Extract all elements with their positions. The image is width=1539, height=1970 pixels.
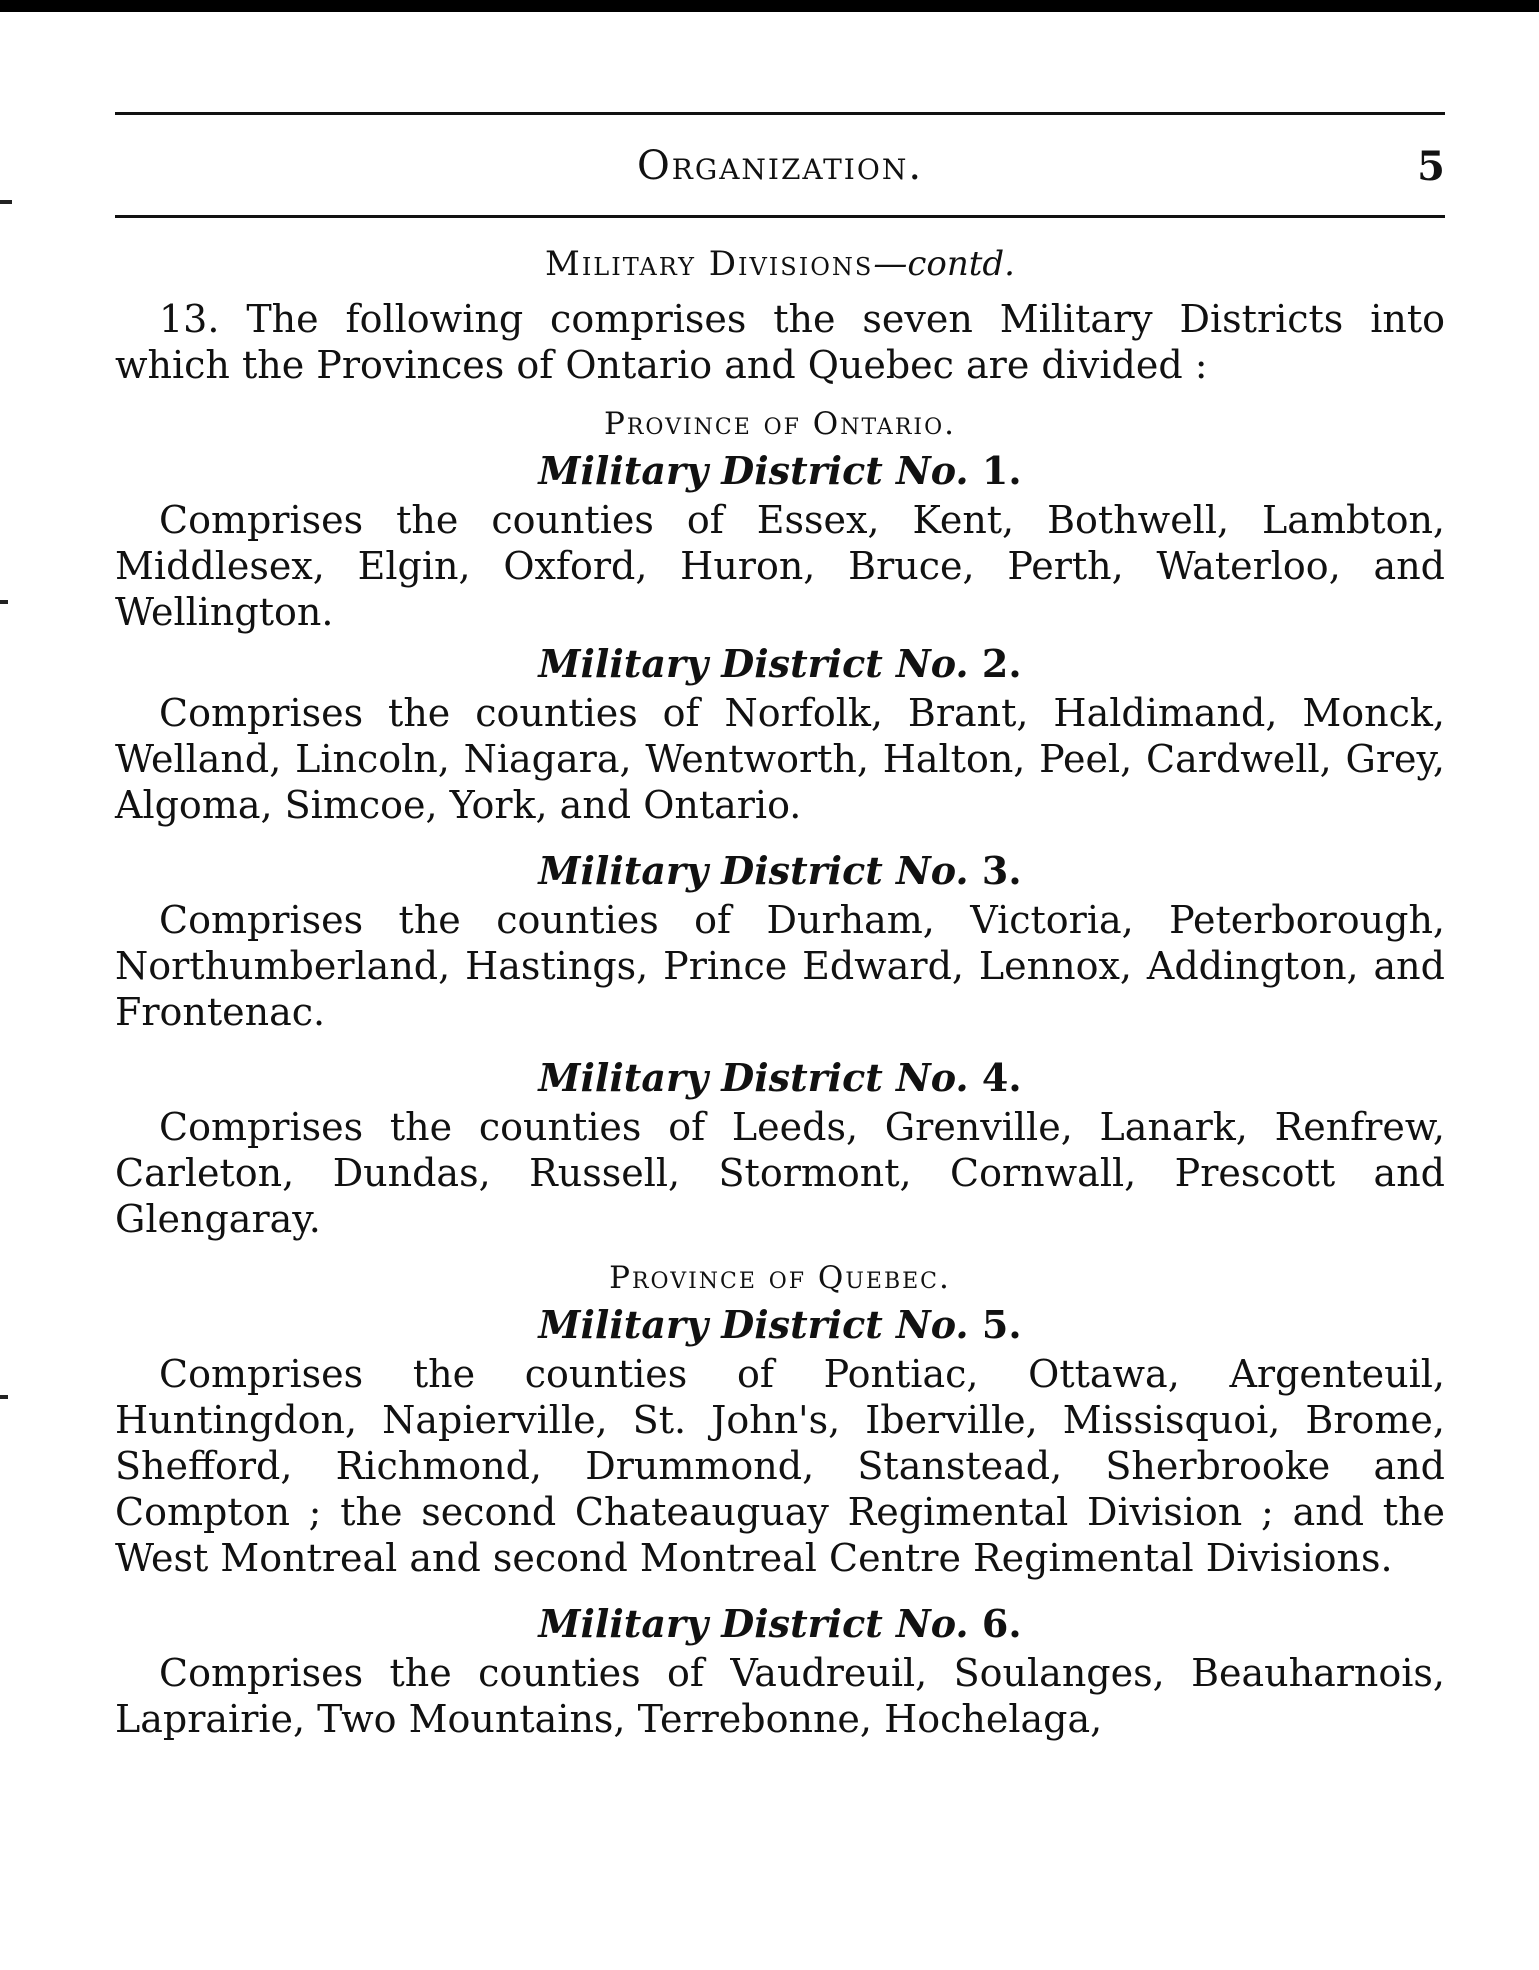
district-number: 4. [981, 1055, 1022, 1100]
district-heading-2 [115, 641, 1445, 686]
section-title: Military Divisions [545, 244, 874, 284]
district-heading-1 [115, 448, 1445, 493]
district-number: 6. [981, 1601, 1022, 1646]
district-text-2: Comprises the counties of Norfolk, Brant, Haldimand, Monck, Welland, Lincoln, Niagara, Wentworth, Halton, Peel, Cardwell, Grey, Algoma, Simcoe, York, and Ontario. [115, 691, 1445, 827]
district-heading-4 [115, 1055, 1445, 1100]
province-heading-quebec: Province of Quebec. [609, 1260, 951, 1296]
running-header [115, 115, 1445, 215]
district-heading-3 [115, 848, 1445, 893]
district-text-3: Comprises the counties of Durham, Victoria, Peterborough, Northumberland, Hastings, Prince Edward, Lennox, Addington, and Frontenac. [115, 898, 1445, 1034]
district-label: Military District No. [538, 848, 969, 893]
district-number: 2. [981, 641, 1022, 686]
district-number: 3. [981, 848, 1022, 893]
district-text-6: Comprises the counties of Vaudreuil, Soulanges, Beauharnois, Laprairie, Two Mountains, Terrebonne, Hochelaga, [115, 1651, 1445, 1741]
district-text-4: Comprises the counties of Leeds, Grenville, Lanark, Renfrew, Carleton, Dundas, Russell, Stormont, Cornwall, Prescott and Glengaray. [115, 1105, 1445, 1241]
district-label: Military District No. [538, 1302, 969, 1347]
running-title: Organization. [636, 143, 924, 189]
district-label: Military District No. [538, 1055, 969, 1100]
district-number: 5. [981, 1302, 1022, 1347]
district-number: 1. [981, 448, 1022, 493]
margin-mark [0, 600, 8, 604]
district-text-5: Comprises the counties of Pontiac, Ottawa, Argenteuil, Huntingdon, Napierville, St. John's, Iberville, Missisquoi, Brome, Shefford, Richmond, Drummond, Stanstead, Sherbrooke and Compton ; the second Chateauguay Regimental Division ; and the West Montreal and second Montreal Centre Regimental Divisions. [115, 1352, 1445, 1580]
page-number: 5 [1417, 143, 1445, 190]
margin-mark [0, 1395, 8, 1399]
district-heading-5 [115, 1302, 1445, 1347]
district-label: Military District No. [538, 641, 969, 686]
district-heading-6 [115, 1601, 1445, 1646]
page-top-border [0, 0, 1539, 12]
book-page [115, 112, 1445, 1742]
district-label: Military District No. [538, 1601, 969, 1646]
section-contd: —contd. [873, 244, 1015, 284]
section-heading [115, 244, 1445, 284]
district-text-1: Comprises the counties of Essex, Kent, Bothwell, Lambton, Middlesex, Elgin, Oxford, Huron, Bruce, Perth, Waterloo, and Wellington. [115, 498, 1445, 634]
header-bottom-rule [115, 215, 1445, 218]
margin-mark [0, 200, 12, 204]
province-heading-ontario: Province of Ontario. [604, 406, 956, 442]
district-label: Military District No. [538, 448, 969, 493]
intro-paragraph: 13. The following comprises the seven Military Districts into which the Provinces of Ontario and Quebec are divided : [115, 297, 1445, 387]
